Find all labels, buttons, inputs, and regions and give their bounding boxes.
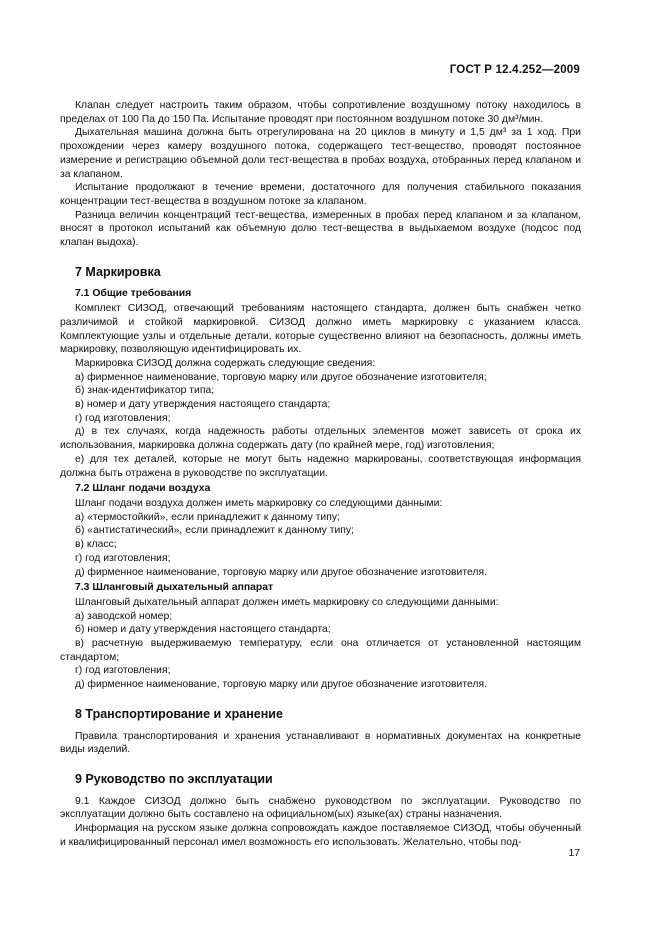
paragraph: Клапан следует настроить таким образом, чтобы сопротивление воздушному потоку находилось в пределах от 100 Па до 150 Па. Испытание проводят при постоянном воздушном потоке 30 дм³/мин. <box>60 100 581 125</box>
list-item: в) класс; <box>75 539 117 551</box>
paragraph: Дыхательная машина должна быть отрегулирована на 20 циклов в минуту и 1,5 дм³ за 1 ход. При прохождении через камеру воздушного потока, содержащего тест-вещество, проводят постоянное измерение и регистрацию объемной доли тест-вещества в пробах воздуха, отобранных перед клапаном и за клапаном. <box>60 127 581 180</box>
paragraph: Правила транспортирования и хранения устанавливают в нормативных документах на конкретные виды изделий. <box>60 730 581 756</box>
paragraph: Разница величин концентраций тест-вещества, измеренных в пробах перед клапаном и за клапаном, вносят в протокол испытаний как объемную долю тест-вещества в выдыхаемом воздухе (подсос под клапан выдоха). <box>60 209 581 249</box>
list-item: а) фирменное наименование, торговую марку или другое обозначение изготовителя; <box>75 371 487 383</box>
section-heading-8: 8 Транспортирование и хранение <box>75 706 283 721</box>
list-item: а) «термостойкий», если принадлежит к данному типу; <box>75 511 340 523</box>
list-item: г) год изготовления; <box>75 412 171 424</box>
list-item: в) расчетную выдерживаемую температуру, если она отличается от установленной настоящим стандартом; <box>60 638 581 663</box>
subsection-heading-7-2: 7.2 Шланг подачи воздуха <box>75 483 211 495</box>
paragraph: Шланг подачи воздуха должен иметь маркировку со следующими данными: <box>75 497 443 509</box>
list-item: г) год изготовления; <box>75 665 171 677</box>
paragraph: Шланговый дыхательный аппарат должен иметь маркировку со следующими данными: <box>75 596 499 608</box>
list-item: д) фирменное наименование, торговую марку или другое обозначение изготовителя. <box>75 566 487 578</box>
page-number: 17 <box>568 848 580 859</box>
list-item: г) год изготовления; <box>75 552 171 564</box>
list-item: а) заводской номер; <box>75 610 173 622</box>
list-item: б) знак-идентификатор типа; <box>75 385 215 397</box>
paragraph: 9.1 Каждое СИЗОД должно быть снабжено руководством по эксплуатации. Руководство по эксплуатации должно быть составлено на официальном(ых) языке(ах) страны назначения. <box>60 795 581 821</box>
paragraph: Комплект СИЗОД, отвечающий требованиям настоящего стандарта, должен быть снабжен четко различимой и стойкой маркировкой. СИЗОД должно иметь маркировку с указанием класса. Комплектующие узлы и отдельные детали, которые существенно влияют на безопасность, должны иметь маркировку, позволяющую идентифицировать их. <box>60 303 581 356</box>
subsection-heading-7-1: 7.1 Общие требования <box>75 288 192 300</box>
list-item: в) номер и дату утверждения настоящего стандарта; <box>75 399 331 411</box>
list-item: б) «антистатический», если принадлежит к данному типу; <box>75 525 354 537</box>
paragraph: Маркировка СИЗОД должна содержать следующие сведения: <box>75 357 376 369</box>
list-item: д) в тех случаях, когда надежность работы отдельных элементов может зависеть от срока их использования, маркировка должна содержать дату (по крайней мере, год) изготовления; <box>60 426 581 452</box>
list-item: е) для тех деталей, которые не могут быть надежно маркированы, соответствующая информация должна быть отражена в руководстве по эксплуатации. <box>60 453 581 479</box>
document-code: ГОСТ Р 12.4.252—2009 <box>449 64 580 76</box>
paragraph: Информация на русском языке должна сопровождать каждое поставляемое СИЗОД, чтобы обученный и квалифицированный персонал имел возможность его использовать. Желательно, чтобы под- <box>60 823 581 848</box>
subsection-heading-7-3: 7.3 Шланговый дыхательный аппарат <box>75 582 274 594</box>
section-heading-7: 7 Маркировка <box>75 264 161 279</box>
page-body <box>60 99 581 849</box>
list-item: б) номер и дату утверждения настоящего стандарта; <box>75 624 331 636</box>
section-heading-9: 9 Руководство по эксплуатации <box>75 771 273 786</box>
list-item: д) фирменное наименование, торговую марку или другое обозначение изготовителя. <box>75 679 487 691</box>
paragraph: Испытание продолжают в течение времени, достаточного для получения стабильного показания концентрации тест-вещества в воздушном потоке за клапаном. <box>60 182 581 207</box>
